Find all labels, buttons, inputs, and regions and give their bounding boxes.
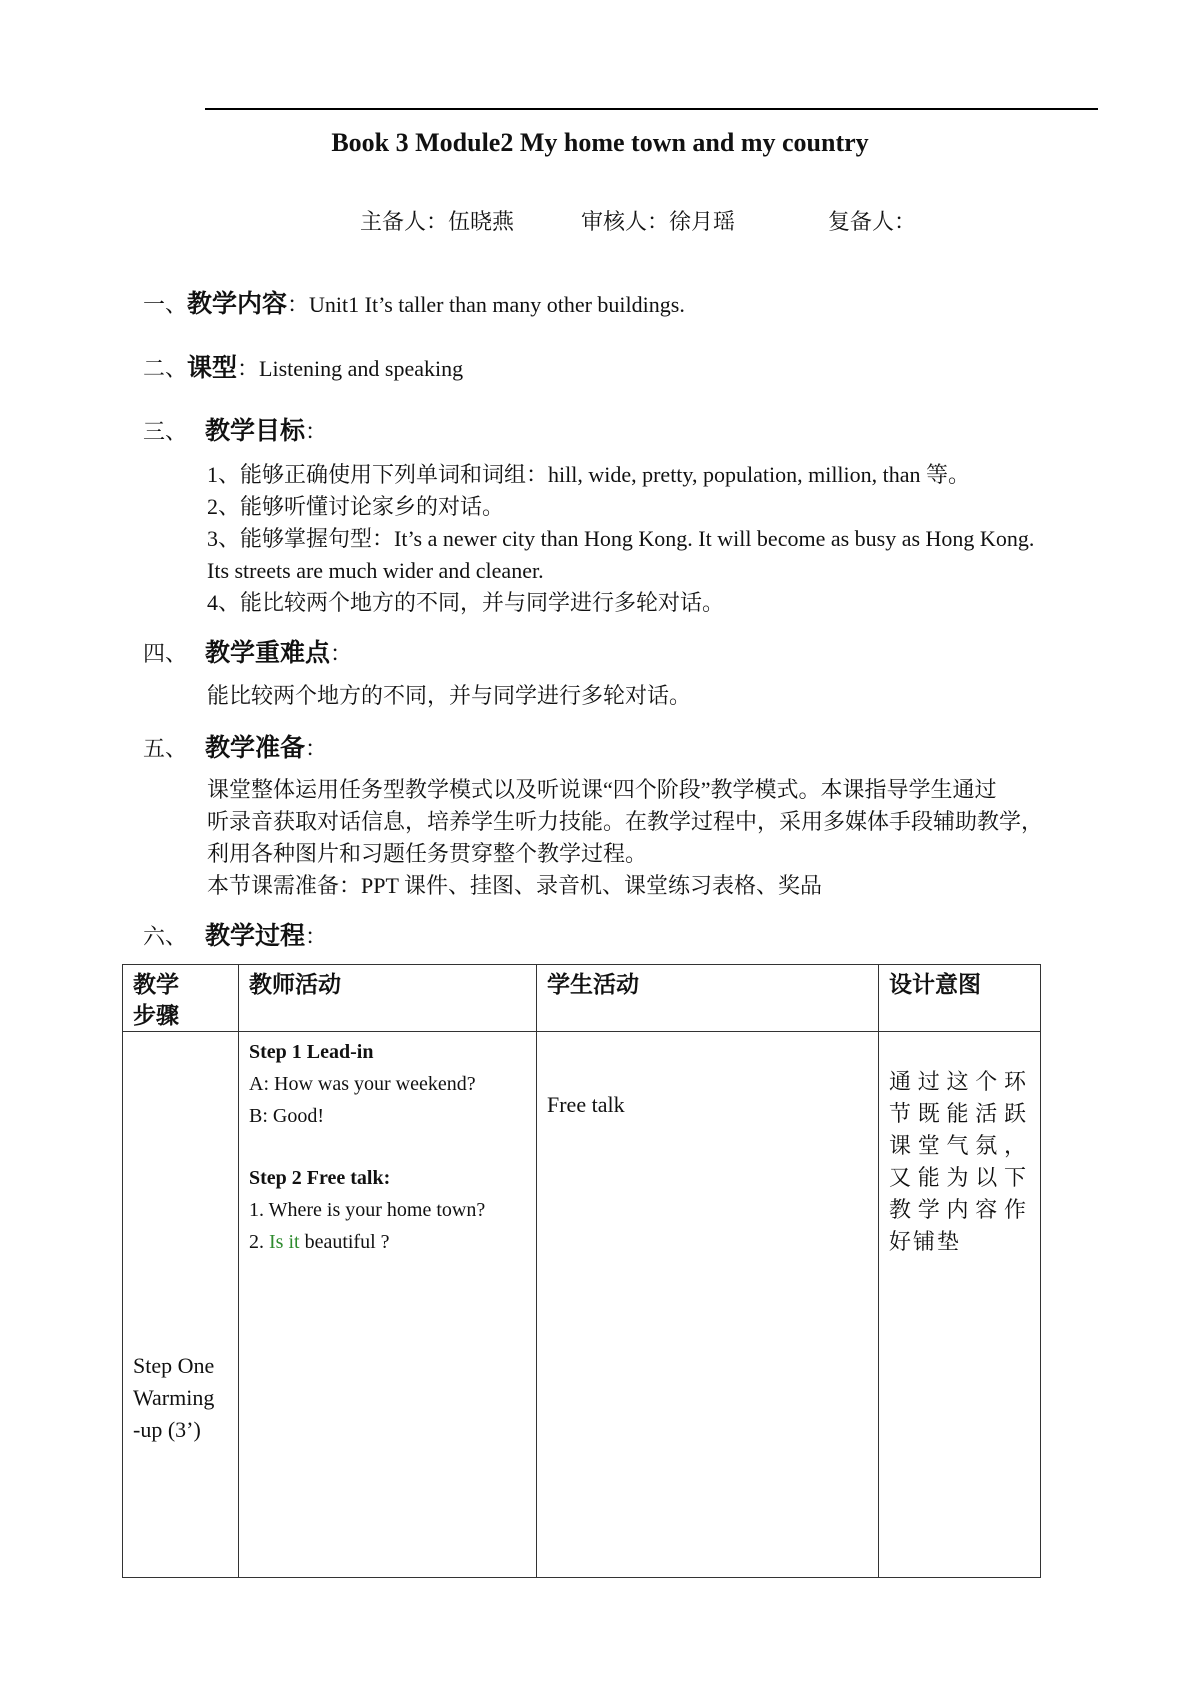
key-points-line: 能比较两个地方的不同，并与同学进行多轮对话。 <box>207 683 692 708</box>
section-number: 四、 <box>143 641 188 666</box>
section-label: 课型 <box>187 355 238 382</box>
section-label: 教学目标 <box>205 418 306 445</box>
step-cell <box>123 1032 239 1578</box>
section-objectives <box>143 411 327 447</box>
section-number: 六、 <box>143 924 188 949</box>
key-points-text <box>207 680 1107 712</box>
objective-item: 3、能够掌握句型：It’s a newer city than Hong Kong. It will become as busy as Hong Kong. <box>207 526 1035 551</box>
section-colon: ： <box>305 419 328 444</box>
section-content <box>143 284 685 320</box>
objectives-list <box>207 459 1107 619</box>
objective-item: 4、能比较两个地方的不同，并与同学进行多轮对话。 <box>207 590 725 615</box>
document-title: Book 3 Module2 My home town and my country <box>331 128 869 157</box>
main-preparer: 主备人：伍晓燕 <box>360 209 515 234</box>
section-number: 二、 <box>143 356 188 381</box>
header-design: 设计意图 <box>879 965 1041 1032</box>
question-2-rest: beautiful ? <box>299 1231 390 1253</box>
dialogue-line-b: B: Good! <box>249 1105 324 1127</box>
header-steps-line: 步骤 <box>133 1003 179 1028</box>
preparation-line: 利用各种图片和习题任务贯穿整个教学过程。 <box>207 841 648 866</box>
section-label: 教学内容 <box>187 291 288 318</box>
section-process <box>143 916 327 952</box>
section-preparation <box>143 728 327 764</box>
spacer <box>249 1132 526 1162</box>
design-intent-cell: 通过这个环节既能活跃课堂气氛，又能为以下教学内容作好铺垫 <box>879 1032 1041 1578</box>
header-steps-line: 教学 <box>133 972 179 997</box>
step-name-line: Warming <box>133 1385 215 1410</box>
section-value: Unit1 It’s taller than many other buildings. <box>309 292 685 317</box>
question-2-number: 2. <box>249 1231 269 1253</box>
question-2 <box>249 1226 526 1258</box>
preparation-line: 课堂整体运用任务型教学模式以及听说课“四个阶段”教学模式。本课指导学生通过 <box>207 777 997 802</box>
header-steps <box>123 965 239 1032</box>
reviewer: 审核人：徐月瑶 <box>581 209 736 234</box>
objective-item-continued: Its streets are much wider and cleaner. <box>207 558 544 583</box>
preparation-line: 本节课需准备：PPT 课件、挂图、录音机、课堂练习表格、奖品 <box>207 873 823 898</box>
teaching-process-table <box>122 964 1041 1578</box>
section-colon: ： <box>237 356 260 381</box>
step-name-line: Step One <box>133 1353 215 1378</box>
question-1: 1. Where is your home town? <box>249 1199 486 1221</box>
objective-item: 1、能够正确使用下列单词和词组：hill, wide, pretty, population, million, than 等。 <box>207 462 971 487</box>
preparation-line: 听录音获取对话信息，培养学生听力技能。在教学过程中，采用多媒体手段辅助教学， <box>207 809 1044 834</box>
preparation-text <box>207 774 1107 902</box>
header-teacher: 教师活动 <box>239 965 537 1032</box>
preparers-line <box>360 205 916 236</box>
dialogue-line-a: A: How was your weekend? <box>249 1073 476 1095</box>
section-colon: ： <box>305 736 328 761</box>
section-colon: ： <box>305 924 328 949</box>
header-rule <box>205 108 1098 110</box>
objective-item: 2、能够听懂讨论家乡的对话。 <box>207 494 505 519</box>
question-2-highlight: Is it <box>269 1231 300 1253</box>
section-number: 三、 <box>143 419 188 444</box>
section-label: 教学过程 <box>205 923 306 950</box>
header-student: 学生活动 <box>537 965 879 1032</box>
section-number: 一、 <box>143 292 188 317</box>
step2-heading: Step 2 Free talk: <box>249 1167 391 1189</box>
section-colon: ： <box>330 641 353 666</box>
section-value: Listening and speaking <box>259 356 464 381</box>
table-row <box>123 1032 1041 1578</box>
step-name <box>133 1350 214 1446</box>
student-activity-cell: Free talk <box>537 1032 879 1578</box>
step1-heading: Step 1 Lead-in <box>249 1041 374 1063</box>
table-header-row <box>123 965 1041 1032</box>
step-name-line: -up (3’) <box>133 1417 201 1442</box>
section-lesson-type <box>143 348 463 384</box>
teacher-activity-cell <box>239 1032 537 1578</box>
section-key-points <box>143 633 352 669</box>
section-label: 教学准备 <box>205 735 306 762</box>
co-preparer: 复备人： <box>828 209 917 234</box>
section-label: 教学重难点 <box>205 640 331 667</box>
section-colon: ： <box>287 292 310 317</box>
section-number: 五、 <box>143 736 188 761</box>
